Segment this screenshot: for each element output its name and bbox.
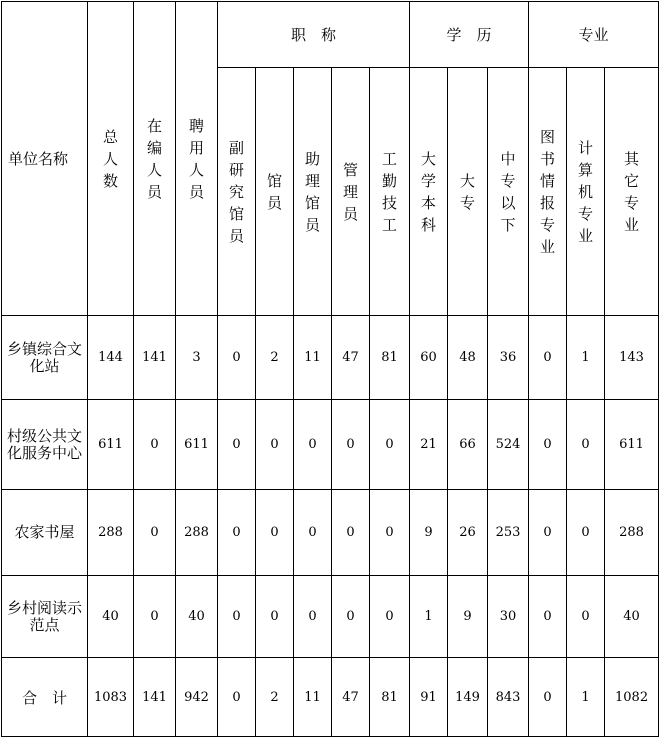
value-cell: 0 [567, 400, 605, 490]
value-cell: 0 [256, 490, 294, 576]
value-cell: 1 [410, 576, 448, 658]
value-cell: 40 [605, 576, 659, 658]
major-group-header: 专业 [529, 2, 659, 68]
value-cell: 0 [370, 490, 410, 576]
value-cell: 144 [88, 316, 134, 400]
value-cell: 611 [88, 400, 134, 490]
value-cell: 1082 [605, 658, 659, 737]
value-cell: 611 [176, 400, 218, 490]
table-row [2, 658, 659, 737]
major-header-0-text: 图 书 情 报 专 业 [540, 127, 556, 256]
value-cell: 66 [448, 400, 488, 490]
value-cell: 0 [134, 490, 176, 576]
value-cell: 2 [256, 316, 294, 400]
table-row [2, 316, 659, 400]
unit-name-cell: 合 计 [2, 658, 88, 737]
value-cell: 3 [176, 316, 218, 400]
value-cell: 0 [567, 576, 605, 658]
value-cell: 91 [410, 658, 448, 737]
unit-name-header: 单位名称 [2, 2, 88, 316]
value-cell: 0 [529, 576, 567, 658]
value-cell: 942 [176, 658, 218, 737]
edu-header-1-text: 大 专 [459, 171, 475, 212]
table-row [2, 400, 659, 490]
title-header-0 [218, 68, 256, 316]
title-header-1-text: 馆 员 [266, 171, 282, 212]
edu-header-2 [488, 68, 529, 316]
title-header-3 [332, 68, 370, 316]
value-cell: 11 [294, 316, 332, 400]
title-header-4-text: 工 勤 技 工 [381, 149, 397, 234]
edu-header-1 [448, 68, 488, 316]
value-cell: 288 [605, 490, 659, 576]
value-cell: 0 [529, 400, 567, 490]
value-cell: 9 [448, 576, 488, 658]
value-cell: 60 [410, 316, 448, 400]
value-cell: 0 [134, 576, 176, 658]
value-cell: 611 [605, 400, 659, 490]
header-row-groups [2, 2, 659, 68]
value-cell: 0 [294, 576, 332, 658]
edu-header-2-text: 中 专 以 下 [500, 149, 516, 234]
staff-header [134, 2, 176, 316]
edu-group-header: 学 历 [410, 2, 529, 68]
title-header-2 [294, 68, 332, 316]
value-cell: 40 [88, 576, 134, 658]
value-cell: 1 [567, 316, 605, 400]
value-cell: 141 [134, 316, 176, 400]
edu-header-0-text: 大 学 本 科 [420, 149, 436, 234]
unit-name-cell: 乡村阅读示范点 [2, 576, 88, 658]
value-cell: 0 [218, 576, 256, 658]
value-cell: 48 [448, 316, 488, 400]
staff-header-text: 在 编 人 员 [146, 116, 162, 201]
value-cell: 9 [410, 490, 448, 576]
value-cell: 253 [488, 490, 529, 576]
title-header-1 [256, 68, 294, 316]
value-cell: 288 [176, 490, 218, 576]
value-cell: 143 [605, 316, 659, 400]
value-cell: 81 [370, 658, 410, 737]
major-header-0 [529, 68, 567, 316]
value-cell: 0 [529, 658, 567, 737]
value-cell: 1 [567, 658, 605, 737]
value-cell: 36 [488, 316, 529, 400]
value-cell: 0 [218, 658, 256, 737]
value-cell: 0 [567, 490, 605, 576]
value-cell: 524 [488, 400, 529, 490]
unit-name-cell: 村级公共文化服务中心 [2, 400, 88, 490]
value-cell: 843 [488, 658, 529, 737]
value-cell: 30 [488, 576, 529, 658]
value-cell: 149 [448, 658, 488, 737]
value-cell: 0 [294, 400, 332, 490]
value-cell: 0 [256, 576, 294, 658]
staff-statistics-table [1, 1, 659, 737]
major-header-1 [567, 68, 605, 316]
value-cell: 0 [529, 316, 567, 400]
value-cell: 1083 [88, 658, 134, 737]
value-cell: 47 [332, 658, 370, 737]
table-row [2, 490, 659, 576]
hired-header [176, 2, 218, 316]
major-header-2 [605, 68, 659, 316]
value-cell: 0 [218, 490, 256, 576]
value-cell: 141 [134, 658, 176, 737]
value-cell: 0 [529, 490, 567, 576]
table-row [2, 576, 659, 658]
value-cell: 0 [218, 400, 256, 490]
value-cell: 0 [218, 316, 256, 400]
title-header-4 [370, 68, 410, 316]
total-header-text: 总 人 数 [102, 127, 118, 190]
value-cell: 0 [332, 490, 370, 576]
value-cell: 0 [370, 576, 410, 658]
value-cell: 11 [294, 658, 332, 737]
value-cell: 0 [134, 400, 176, 490]
value-cell: 0 [256, 400, 294, 490]
value-cell: 21 [410, 400, 448, 490]
value-cell: 0 [294, 490, 332, 576]
title-header-2-text: 助 理 馆 员 [304, 149, 320, 234]
value-cell: 26 [448, 490, 488, 576]
unit-name-cell: 乡镇综合文化站 [2, 316, 88, 400]
table-body [2, 316, 659, 737]
edu-header-0 [410, 68, 448, 316]
unit-name-cell: 农家书屋 [2, 490, 88, 576]
value-cell: 0 [370, 400, 410, 490]
value-cell: 0 [332, 400, 370, 490]
value-cell: 47 [332, 316, 370, 400]
value-cell: 81 [370, 316, 410, 400]
value-cell: 288 [88, 490, 134, 576]
value-cell: 2 [256, 658, 294, 737]
title-header-3-text: 管 理 员 [342, 160, 358, 223]
hired-header-text: 聘 用 人 员 [188, 116, 204, 201]
title-group-header: 职 称 [218, 2, 410, 68]
value-cell: 0 [332, 576, 370, 658]
major-header-1-text: 计 算 机 专 业 [578, 138, 594, 245]
title-header-0-text: 副 研 究 馆 员 [228, 138, 244, 245]
total-header [88, 2, 134, 316]
value-cell: 40 [176, 576, 218, 658]
major-header-2-text: 其 它 专 业 [624, 149, 640, 234]
